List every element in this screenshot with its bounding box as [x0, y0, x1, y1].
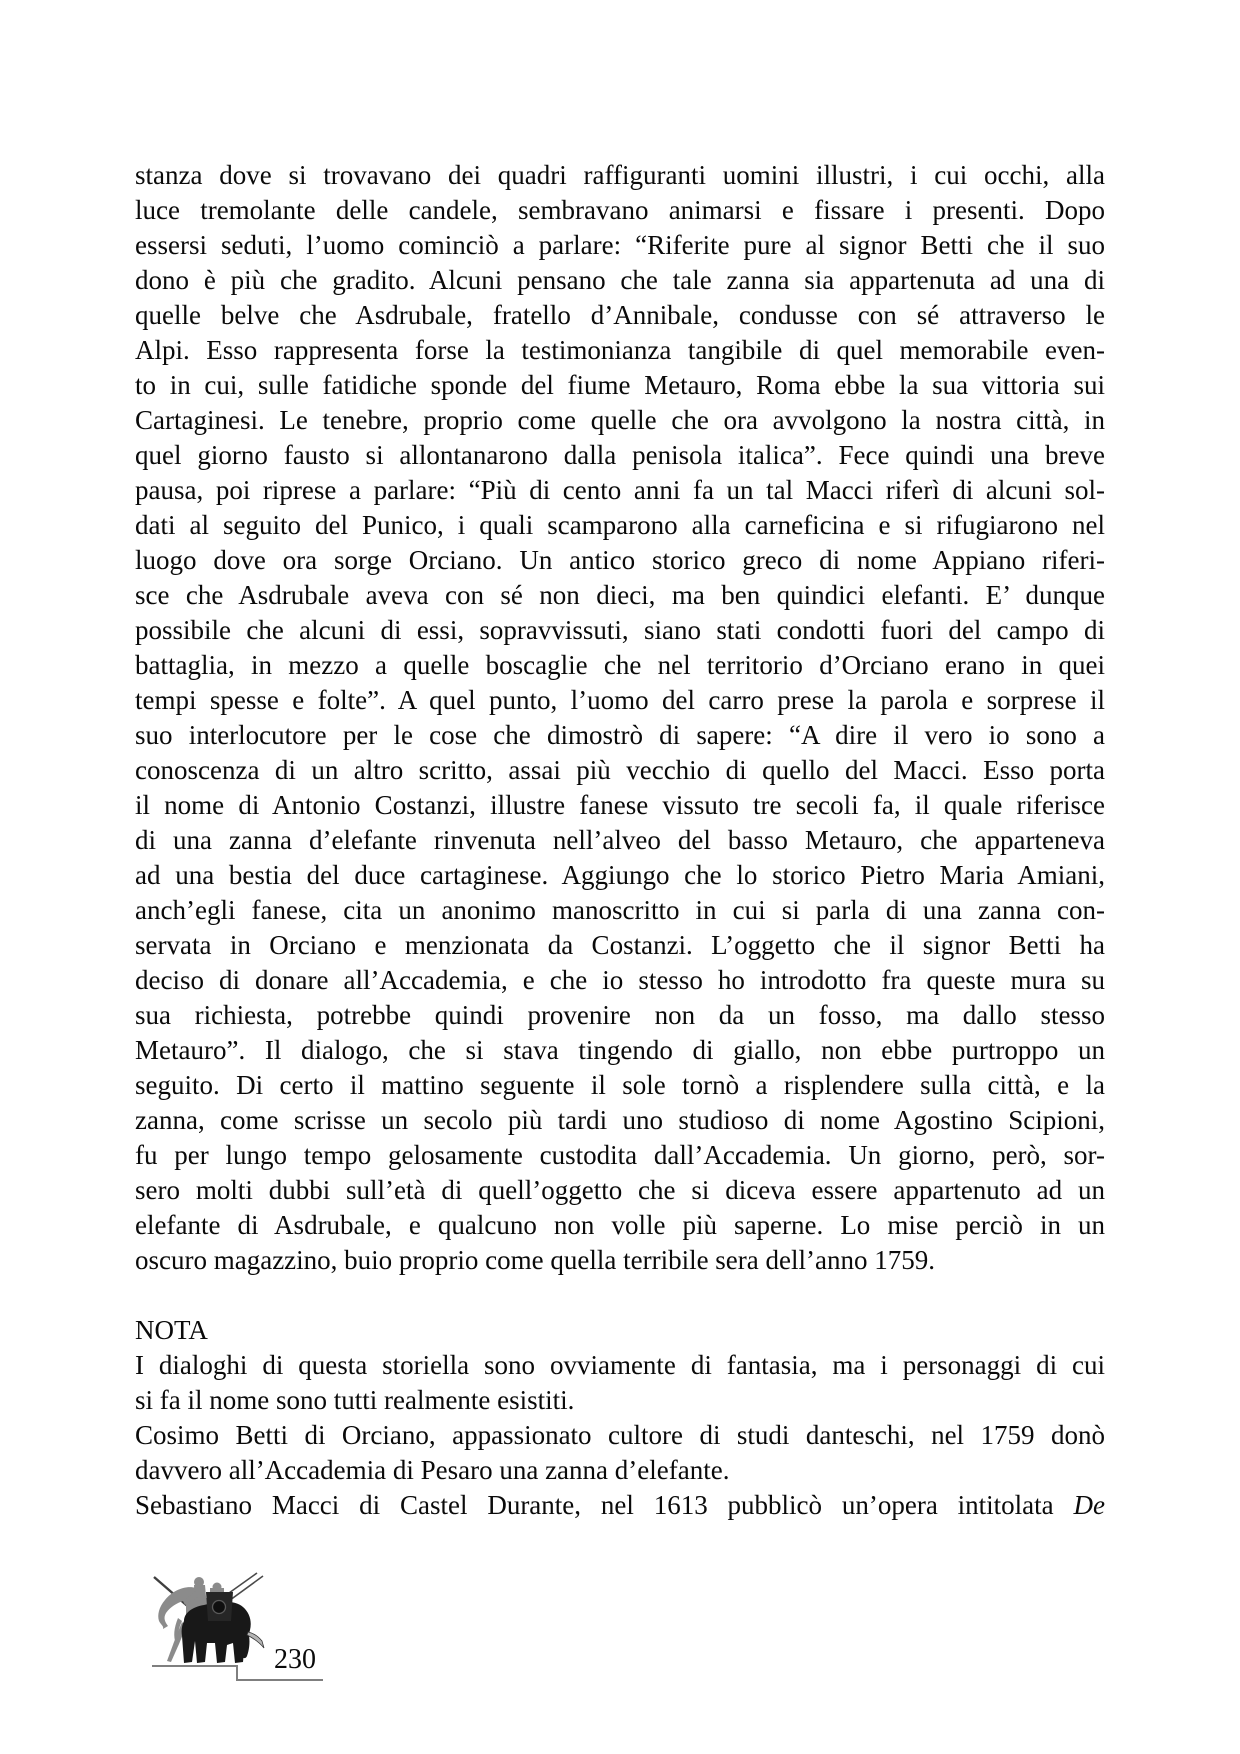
story-paragraph-line: servata in Orciano e menzionata da Costanzi. L’oggetto che il signor Betti ha	[135, 930, 1105, 960]
story-paragraph-line: anch’egli fanese, cita un anonimo manoscritto in cui si parla di una zanna con-	[135, 895, 1105, 925]
story-paragraph-line: suo interlocutore per le cose che dimostrò di sapere: “A dire il vero io sono a	[135, 720, 1105, 750]
tusk-icon	[247, 1632, 264, 1648]
story-paragraph-line: ad una bestia del duce cartaginese. Aggiungo che lo storico Pietro Maria Amiani,	[135, 860, 1105, 890]
story-paragraph-line: fu per lungo tempo gelosamente custodita dall’Accademia. Un giorno, però, sor-	[135, 1140, 1105, 1170]
story-paragraph-line: elefante di Asdrubale, e qualcuno non volle più saperne. Lo mise perciò in un	[135, 1210, 1105, 1240]
story-paragraph-line: Alpi. Esso rappresenta forse la testimonianza tangibile di quel memorabile even-	[135, 335, 1105, 365]
story-paragraph-line: quelle belve che Asdrubale, fratello d’Annibale, condusse con sé attraverso le	[135, 300, 1105, 330]
page-number: 230	[274, 1644, 316, 1675]
italic-word: De	[1073, 1490, 1105, 1520]
story-paragraph-line: to in cui, sulle fatidiche sponde del fiume Metauro, Roma ebbe la sua vittoria sui	[135, 370, 1105, 400]
story-paragraph-line: seguito. Di certo il mattino seguente il sole tornò a risplendere sulla città, e la	[135, 1070, 1105, 1100]
story-paragraph-line: dati al seguito del Punico, i quali scamparono alla carneficina e si rifugiarono nel	[135, 510, 1105, 540]
story-paragraph-line: Cartaginesi. Le tenebre, proprio come quelle che ora avvolgono la nostra città, in	[135, 405, 1105, 435]
story-paragraph-line: luogo dove ora sorge Orciano. Un antico storico greco di nome Appiano riferi-	[135, 545, 1105, 575]
nota-body-line: Sebastiano Macci di Castel Durante, nel 1613 pubblicò un’opera intitolata De	[135, 1490, 1105, 1520]
story-paragraph-line: zanna, come scrisse un secolo più tardi uno studioso di nome Agostino Scipioni,	[135, 1105, 1105, 1135]
howdah-icon	[206, 1592, 233, 1621]
story-paragraph-line: essersi seduti, l’uomo cominciò a parlare: “Riferite pure al signor Betti che il suo	[135, 230, 1105, 260]
nota-heading: NOTA	[135, 1315, 208, 1345]
nota-body-line: davvero all’Accademia di Pesaro una zanna d’elefante.	[135, 1455, 730, 1485]
story-paragraph-line: Metauro”. Il dialogo, che si stava tingendo di giallo, non ebbe purtroppo un	[135, 1035, 1105, 1065]
story-paragraph-line: oscuro magazzino, buio proprio come quella terribile sera dell’anno 1759.	[135, 1245, 935, 1275]
nota-body-line: si fa il nome sono tutti realmente esistiti.	[135, 1385, 575, 1415]
footer-rule-step	[236, 1665, 238, 1680]
story-paragraph-line: di una zanna d’elefante rinvenuta nell’alveo del basso Metauro, che apparteneva	[135, 825, 1105, 855]
story-paragraph-line: stanza dove si trovavano dei quadri raffiguranti uomini illustri, i cui occhi, alla	[135, 160, 1105, 190]
story-paragraph-line: quel giorno fausto si allontanarono dalla penisola italica”. Fece quindi una breve	[135, 440, 1105, 470]
footer-rule-top	[152, 1665, 238, 1667]
story-paragraph-line: dono è più che gradito. Alcuni pensano che tale zanna sia appartenuta ad una di	[135, 265, 1105, 295]
story-paragraph	[135, 158, 1105, 1278]
story-paragraph-line: deciso di donare all’Accademia, e che io stesso ho introdotto fra queste mura su	[135, 965, 1105, 995]
nota-body	[135, 1348, 1105, 1523]
story-paragraph-line: sero molti dubbi sull’età di quell’oggetto che si diceva essere appartenuto ad un	[135, 1175, 1105, 1205]
nota-body-line: I dialoghi di questa storiella sono ovviamente di fantasia, ma i personaggi di cui	[135, 1350, 1105, 1380]
story-paragraph-line: tempi spesse e folte”. A quel punto, l’uomo del carro prese la parola e sorprese il	[135, 685, 1105, 715]
paragraph-gap	[135, 1278, 1105, 1313]
story-paragraph-line: conoscenza di un altro scritto, assai più vecchio di quello del Macci. Esso porta	[135, 755, 1105, 785]
story-paragraph-line: possibile che alcuni di essi, sopravvissuti, siano stati condotti fuori del campo di	[135, 615, 1105, 645]
story-paragraph-line: sce che Asdrubale aveva con sé non dieci, ma ben quindici elefanti. E’ dunque	[135, 580, 1105, 610]
nota-body-line: Cosimo Betti di Orciano, appassionato cultore di studi danteschi, nel 1759 donò	[135, 1420, 1105, 1450]
footer-rule-bottom	[236, 1679, 323, 1681]
story-paragraph-line: luce tremolante delle candele, sembravano animarsi e fissare i presenti. Dopo	[135, 195, 1105, 225]
story-paragraph-line: battaglia, in mezzo a quelle boscaglie che nel territorio d’Orciano erano in quei	[135, 650, 1105, 680]
war-elephant-illustration	[150, 1572, 270, 1667]
story-paragraph-line: il nome di Antonio Costanzi, illustre fanese vissuto tre secoli fa, il quale riferisce	[135, 790, 1105, 820]
story-paragraph-line: pausa, poi riprese a parlare: “Più di cento anni fa un tal Macci riferì di alcuni sol-	[135, 475, 1105, 505]
story-paragraph-line: sua richiesta, potrebbe quindi provenire non da un fosso, ma dallo stesso	[135, 1000, 1105, 1030]
page-text-block	[135, 158, 1105, 1523]
